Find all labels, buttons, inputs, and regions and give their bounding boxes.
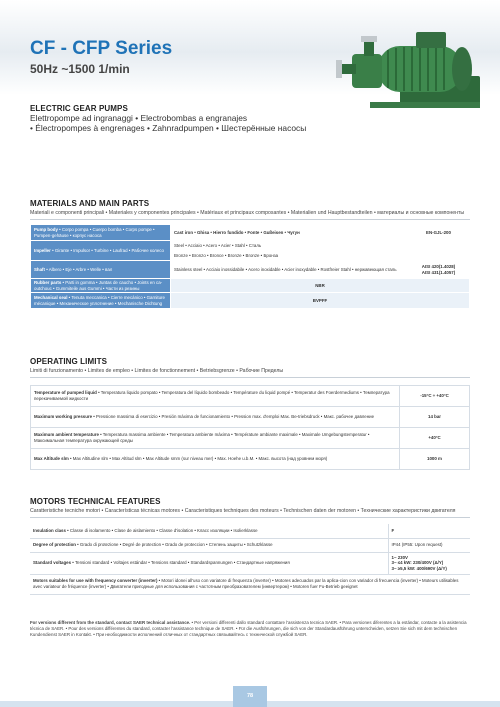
material-cell: Stainless steel • Acciaio inossidabile • Acero inoxidable • Acier inoxydable • Rostfreier Stahl • нержавеющая сталь [171,261,408,279]
material-cell: BVPFF [171,293,470,309]
table-row [31,241,470,251]
part-cell: Shaft • Albero • Eje • Arbre • Welle • вал [31,261,171,279]
part-cell: Pump body • Corpo pompa • Cuerpo bomba • Corps pompe • Pumpen-gehäuse • корпус насоса [31,225,171,241]
limit-value: 1000 m [400,449,470,470]
electric-section [30,104,470,133]
table-row [31,386,470,407]
limit-value: +40°C [400,428,470,449]
motors-heading: MOTORS TECHNICAL FEATURES [30,497,161,506]
divider [30,377,470,378]
limit-value: 14 bar [400,407,470,428]
limit-value: -15°C ÷ +40°C [400,386,470,407]
limits-section [30,357,470,470]
table-row [31,449,470,470]
material-cell: Steel • Acciaio • Acero • Acier • Stahl • Сталь [171,241,470,251]
divider [30,517,470,518]
motors-subheading: Caratteristiche tecniche motori • Características técnicas motores • Caracteristiques techniques des moteurs • Technischen daten der motoren • Технические характеристики двигателя [30,508,456,514]
motor-value: F [388,524,470,538]
limits-subheading: Limiti di funzionamento • Limites de empleo • Limites de fonctionnement • Betriebsgrenze • Рабочие Пределы [30,368,284,374]
page-subtitle: 50Hz ~1500 1/min [30,62,130,76]
motor-desc: Degree of protection • Grado di protezione • Degré de protection • Grado de proteccion • Степень защиты • Schutzklasse [30,538,388,552]
material-cell: Cast iron • Ghisa • Hierro fundido • Fonte • Gußeisen • Чугун [171,225,408,241]
table-row [31,428,470,449]
motor-desc: Standard voltages • Tensioni standard • Voltajes estándar • Tensions standard • Standardspannungen • Стандартные напряжения [30,552,388,574]
table-row [31,279,470,293]
part-cell: Mechanical seal • Tenuta meccanica • Cierre mecánico • Garniture mécanique • Механическое уплотнение • Mechanische Dichtung [31,293,171,309]
page-title: CF - CFP Series [30,38,173,59]
limit-desc: Maximum working pressure • Pressione massima di esercizio • Presión máxima de funcionamiento • Pression max. d'emploi Max. Be-triebsdruck • Макс. рабочее давление [31,407,400,428]
limit-desc: Temperature of pumped liquid • Temperatura liquido pompato • Temperatura del líquido bombeado • Température du liquid pompé • Temperatur des Foerdermediums • Температура перекачиваемой жидкости [31,386,400,407]
table-row [30,552,470,574]
material-cell: NBR [171,279,470,293]
table-row [31,407,470,428]
limit-desc: Max Altitude slm • Max Altitudine slm • Max Altitud slm • Max Altitude smm (sur niveau mer) • Max. Hoehe u.b.M. • Макс. высота (над уровнем моря) [31,449,400,470]
electric-heading: ELECTRIC GEAR PUMPS [30,104,128,113]
versions-note: For versions different from the standard, contact SAER technical assistance. • Per versioni differenti dallo standard contattare l'assistenza tecnica SAER. • Para versiones diferentes a la estándar, contacte a la asistencia técnica de SAER. • Pour des versions différentes du standard, contacter l'assistance technique de SAER. • Für die Ausführungen, die sich von der Standardausführung unterscheiden, setzen Sie sich mit dem technischen Kundendienst SAER in Kontakt. • При необходимости исполнений отличных от стандартных связывайтесь с технической службой SAER. [30,620,467,637]
table-row [31,293,470,309]
table-row [31,261,470,279]
page-number: 78 [233,686,267,707]
table-row [31,225,470,241]
electric-line-1: Elettropompe ad ingranaggi • Electrobombas a engranajes [30,113,248,123]
motors-section [30,497,470,595]
part-cell: Rubber parts • Parti in gomma • Juntas de caucho • Joints en ca-outchouc • Gummiteile aus Gummi • Части из резины [31,279,171,293]
motor-value: 1~ 230V 3~ ≤4 kW: 230/400V (Δ/Y) 3~ ≥5,5 kW: 400/690V (Δ/Y) [388,552,470,574]
limits-heading: OPERATING LIMITS [30,357,108,366]
materials-subheading: Materiali e componenti principali • Materiales y componentes principales • Matériaux et principaux composantes • Materialien und Hauptbestandteilen • материалы и основные компоненты [30,210,465,216]
motors-table [30,524,470,595]
spec-cell: AISI 420(1.4028) AISI 431(1.4057) [408,261,470,279]
table-row [30,538,470,552]
part-cell: Impeller • Girante • Impulsor • Turbine • Laufrad • Рабочее колесо [31,241,171,261]
motor-desc: Insulation class • Classe di isolamento • Clase de aislamiento • Classe d'isolation • Класс изоляции • Isolierklasse [30,524,388,538]
materials-section [30,199,470,309]
spec-cell: EN-GJL-200 [408,225,470,241]
divider [30,219,470,220]
limit-desc: Maximum ambient temperature • Temperatura massima ambiente • Temperatura ambiente máxima • Température ambiante maximale • Maximale Umgebungstemperatur • Максимальная температура окружающей среды [31,428,400,449]
electric-line-2: • Électropompes à engrenages • Zahnradpumpen • Шестерённые насосы [30,123,307,133]
materials-table [30,224,470,309]
limits-table [30,385,470,470]
material-cell: Bronze • Bronzo • Bronce • Bronze • Bronze • Бронза [171,251,470,261]
table-row [30,574,470,594]
motor-value: IP44 (IP55: Upon request) [388,538,470,552]
materials-heading: MATERIALS AND MAIN PARTS [30,199,150,208]
motor-desc: Motors suitables for use with frequency converter (inverter) • Motori idonei all'uso con variatore di frequenza (inverter) • Motores adecuados par la aplica-cion con variador di frecuencia (inverter) • Moteurs utilisables avec variateur de fréquence (inverter) • Двигатели пригодные для использования с частотным преобразователем (инвертером) • Motoren fuer Fu-Betrieb geeignet [30,574,470,594]
table-row [30,524,470,538]
